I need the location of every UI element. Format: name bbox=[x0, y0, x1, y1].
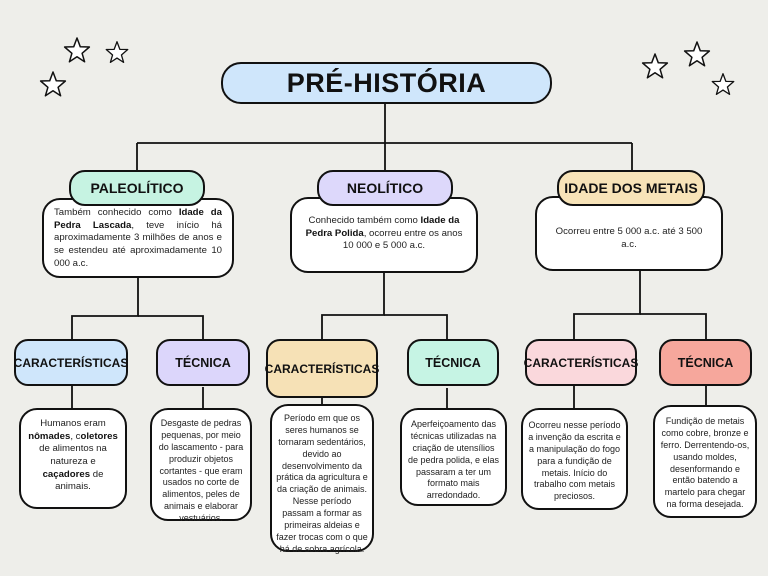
paleolitico-caracteristicas-box bbox=[19, 408, 127, 509]
neolitico-caracteristicas-text: Período em que os seres humanos se tornaram sedentários, devido ao desenvolvimento da prática da agricultura e da criação de animais. Nesse período passam a formar as primeiras aldeias e fazer trocas com o que há de sobra agrícola. bbox=[276, 413, 368, 554]
metais-tecnica-text: Fundição de metais como cobre, bronze e ferro. Derrentendo-os, usando moldes, desenformando e então batendo a martelo para chegar na forma desejada. bbox=[660, 416, 750, 510]
text-segment: Também conhecido como bbox=[54, 207, 179, 218]
star-icon bbox=[62, 36, 92, 66]
star-icon bbox=[38, 70, 68, 100]
text-segment: oletores bbox=[80, 430, 118, 442]
star-icon bbox=[104, 40, 130, 66]
star-icon bbox=[710, 72, 736, 98]
metais-node: IDADE DOS METAIS bbox=[557, 170, 705, 206]
metais-caracteristicas-text: Ocorreu nesse período a invenção da escrita e a manipulação do fogo para a fundição de metais. Início do trabalho com metais preciosos. bbox=[528, 420, 621, 502]
paleolitico-description bbox=[42, 198, 234, 278]
neolitico-caracteristicas-node: CARACTERÍSTICAS bbox=[266, 339, 378, 398]
neolitico-description bbox=[290, 197, 478, 273]
neolitico-tecnica-box bbox=[400, 408, 507, 506]
text-segment: de animais. bbox=[55, 468, 104, 493]
paleolitico-tecnica-node: TÉCNICA bbox=[156, 339, 250, 386]
metais-caracteristicas-node: CARACTERÍSTICAS bbox=[525, 339, 637, 386]
neolitico-tecnica-text: Aperfeiçoamento das técnicas utilizadas na criação de utensílios de pedra polida, e elas passaram a ter um formato mais arredondado. bbox=[407, 419, 500, 501]
metais-tecnica-node: TÉCNICA bbox=[659, 339, 752, 386]
text-segment: de alimentos na natureza e bbox=[39, 443, 107, 467]
neolitico-node: NEOLÍTICO bbox=[317, 170, 453, 206]
paleolitico-caracteristicas-node: CARACTERÍSTICAS bbox=[14, 339, 128, 386]
metais-tecnica-box bbox=[653, 405, 757, 518]
star-icon bbox=[640, 52, 670, 82]
text-segment: nômades bbox=[28, 430, 71, 442]
text-segment: Conhecido também como bbox=[308, 215, 421, 226]
paleolitico-tecnica-text: Desgaste de pedras pequenas, por meio do lascamento - para produzir objetos cortantes - que eram usados no corte de alimentos, peles de animais e elaborar vestuários. bbox=[158, 418, 244, 523]
metais-description-text: Ocorreu entre 5 000 a.c. até 3 500 a.c. bbox=[555, 226, 703, 250]
text-segment: caçadores bbox=[42, 468, 91, 480]
text-segment: Idade da Pedra Lascada bbox=[54, 207, 223, 231]
text-segment: , ocorreu entre os anos 10 000 e 5 000 a.c. bbox=[342, 227, 463, 252]
text-segment: Humanos eram bbox=[40, 418, 106, 429]
neolitico-caracteristicas-box bbox=[270, 404, 374, 552]
page-title: PRÉ-HISTÓRIA bbox=[221, 62, 552, 104]
metais-caracteristicas-box bbox=[521, 408, 628, 510]
paleolitico-node: PALEOLÍTICO bbox=[69, 170, 205, 206]
neolitico-tecnica-node: TÉCNICA bbox=[407, 339, 499, 386]
paleolitico-tecnica-box bbox=[150, 408, 252, 521]
metais-description bbox=[535, 196, 723, 271]
star-icon bbox=[682, 40, 712, 70]
text-segment: , teve início há aproximadamente 3 milhões de anos e se estendeu até aproximadamente 10 000 a.c. bbox=[54, 219, 222, 269]
text-segment: , c bbox=[70, 430, 81, 442]
text-segment: Idade da Pedra Polida bbox=[305, 215, 460, 239]
